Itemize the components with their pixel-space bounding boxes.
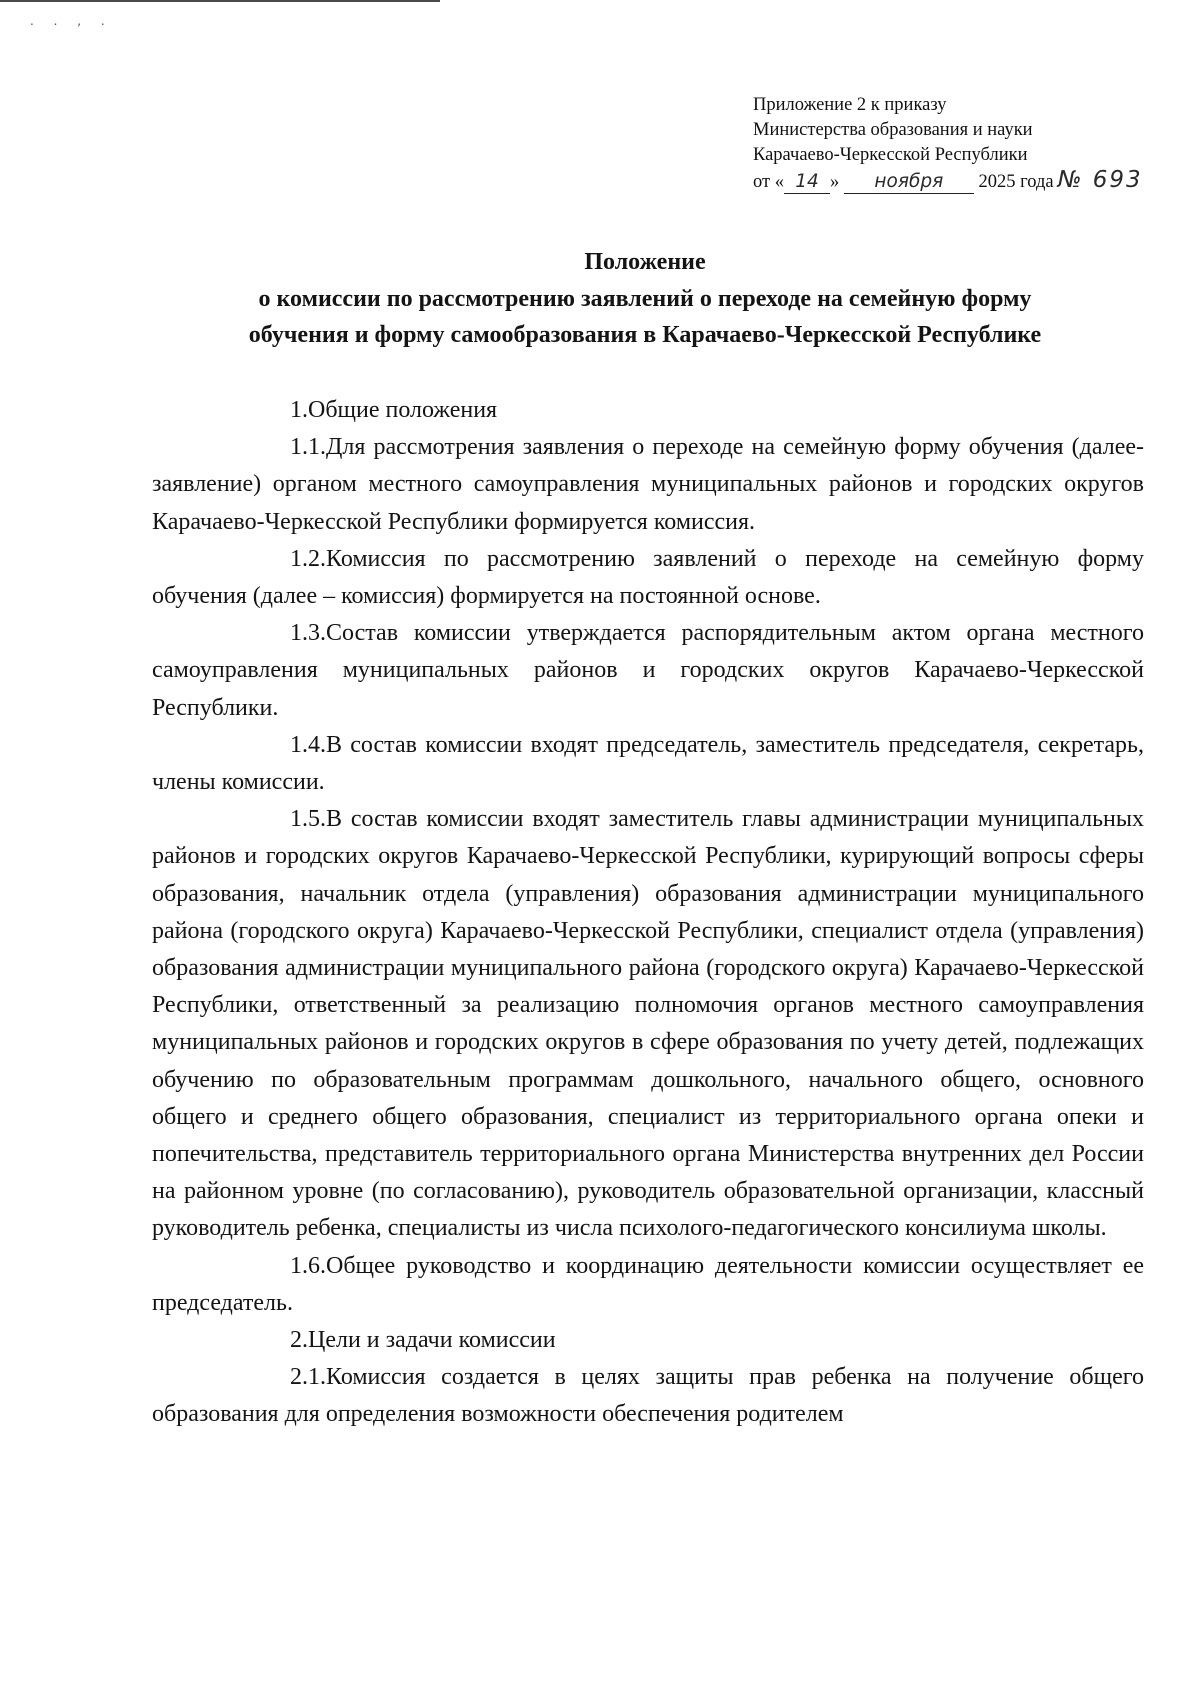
paragraph-text: В состав комиссии входят заместитель главы администрации муниципальных районов и городских округов Карачаево-Черкесской Республики, курирующий вопросы сферы образования, начальник отдела (управления) образования администрации муниципального района (городского округа) Карачаево-Черкесской Республики, специалист отдела (управления) образования администрации муниципального района (городского округа) Карачаево-Черкесской Республики, ответственный за реализацию полномочия органов местного самоуправления муниципальных районов и городских округов в сфере образования по учету детей, подлежащих обучению по образовательным программам дошкольного, начального общего, основного общего и среднего общего образования, специалист из территориального органа опеки и попечительства, представитель территориального органа Министерства внутренних дел России на районном уровне (по согласованию), руководитель образовательной организации, классный руководитель ребенка, специалисты из числа психолого-педагогического консилиума школы. (152, 806, 1144, 1242)
attachment-line-3: Карачаево-Черкесской Республики (753, 145, 1028, 165)
date-prefix: от « (753, 172, 784, 192)
attachment-line-1: Приложение 2 к приказу (753, 95, 947, 115)
attachment-date-line (753, 168, 1143, 195)
section-heading-1 (152, 392, 1144, 429)
paragraph-number: 1.6. (290, 1252, 326, 1279)
paragraph-2-1 (152, 1359, 1144, 1433)
paragraph-number: 2.1. (290, 1364, 326, 1391)
paragraph-1-3 (152, 615, 1144, 727)
order-number-handwritten: № 693 (1057, 167, 1143, 193)
paragraph-number: 1.5. (290, 806, 326, 833)
document-title (150, 244, 1140, 354)
date-mid: » (829, 172, 840, 192)
paragraph-1-2 (152, 541, 1144, 615)
paragraph-number: 1.1. (290, 434, 326, 461)
paragraph-number: 1.2. (290, 545, 326, 572)
title-line-2: о комиссии по рассмотрению заявлений о переходе на семейную форму (258, 285, 1032, 312)
paragraph-1-5 (152, 801, 1144, 1247)
paragraph-text: В состав комиссии входят председатель, заместитель председателя, секретарь, члены комиссии. (152, 731, 1144, 796)
paragraph-number: 1.3. (290, 620, 326, 647)
paragraph-number: 1.4. (290, 731, 326, 758)
section-number: 1. (290, 397, 308, 423)
section-heading-text: Общие положения (308, 397, 498, 423)
title-line-1: Положение (584, 249, 706, 275)
paragraph-text: Для рассмотрения заявления о переходе на семейную форму обучения (далее- заявление) органом местного самоуправления муниципальных районов и городских округов Карачаево-Черкесской Республики формируется комиссия. (152, 434, 1144, 535)
paragraph-text: Состав комиссии утверждается распорядительным актом органа местного самоуправления муниципальных районов и городских округов Карачаево-Черкесской Республики. (152, 620, 1144, 721)
paragraph-text: Комиссия по рассмотрению заявлений о переходе на семейную форму обучения (далее – комиссия) формируется на постоянной основе. (152, 545, 1144, 610)
scan-edge-line (0, 0, 440, 2)
paragraph-text: Комиссия создается в целях защиты прав ребенка на получение общего образования для определения возможности обеспечения родителем (152, 1364, 1144, 1428)
paragraph-1-6 (152, 1248, 1144, 1322)
document-body (152, 392, 1144, 1434)
attachment-block (753, 93, 1143, 195)
month-handwritten: ноября (844, 171, 974, 194)
title-line-3: обучения и форму самообразования в Карачаево-Черкесской Республике (248, 322, 1042, 348)
date-suffix: 2025 года (978, 172, 1054, 192)
attachment-line-2: Министерства образования и науки (753, 120, 1033, 140)
section-number: 2. (290, 1327, 308, 1354)
section-heading-text: Цели и задачи комиссии (308, 1327, 556, 1354)
scan-specks: . . , . (30, 14, 113, 28)
section-heading-2 (152, 1322, 1144, 1359)
day-handwritten: 14 (784, 171, 830, 194)
paragraph-1-1 (152, 429, 1144, 541)
paragraph-text: Общее руководство и координацию деятельности комиссии осуществляет ее председатель. (152, 1252, 1144, 1316)
paragraph-1-4 (152, 727, 1144, 801)
